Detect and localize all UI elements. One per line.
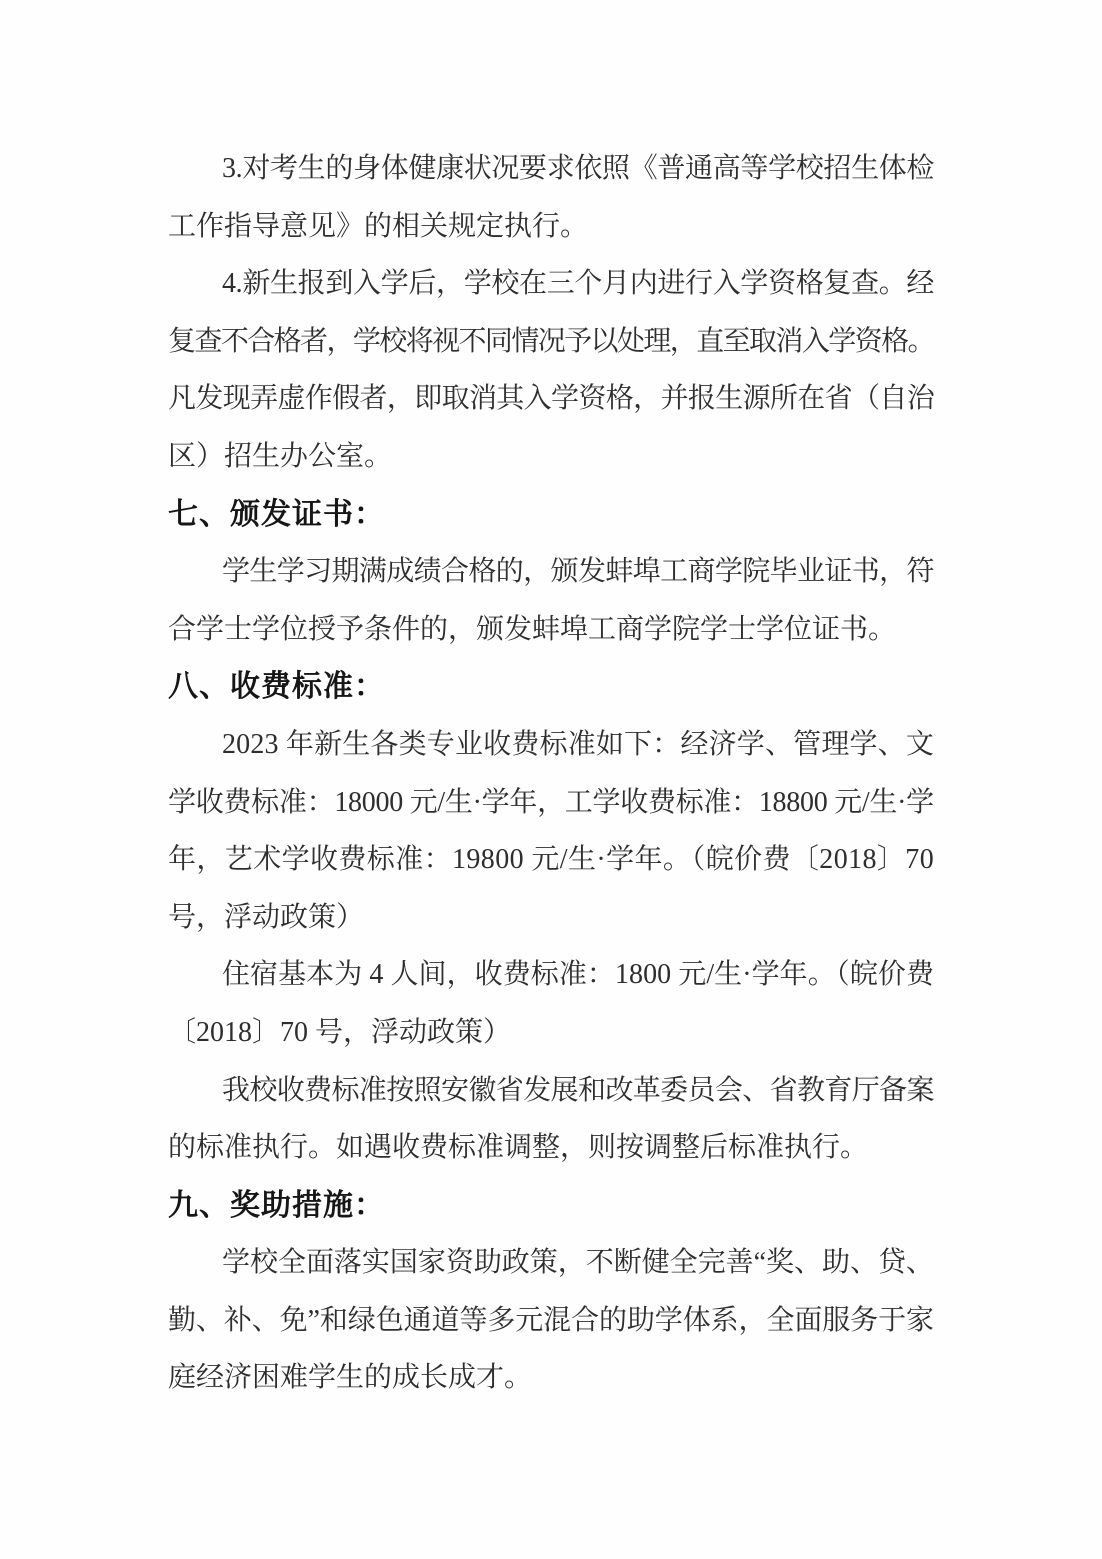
- document-line-text: 〔2018〕70 号，浮动政策）: [168, 1016, 512, 1048]
- section-heading-financial-aid: [168, 1177, 934, 1235]
- document-line-text: 区）招生办公室。: [168, 440, 393, 472]
- document-line: [168, 1292, 934, 1350]
- document-line: [168, 1004, 934, 1062]
- document-line-text: 学收费标准：18000 元/生·学年，工学收费标准：18800 元/生·学: [168, 786, 934, 818]
- document-line-text: 学生学习期满成绩合格的，颁发蚌埠工商学院毕业证书，符: [222, 556, 934, 588]
- section-heading-certificates: [168, 486, 934, 544]
- document-line-text: 学校全面落实国家资助政策，不断健全完善“奖、助、贷、: [222, 1247, 934, 1279]
- document-line: [168, 889, 934, 947]
- document-line-text: 住宿基本为 4 人间，收费标准：1800 元/生·学年。（皖价费: [222, 959, 935, 991]
- document-line: [168, 1119, 934, 1177]
- section-heading-text: 九、奖助措施：: [168, 1188, 385, 1222]
- section-heading-text: 八、收费标准：: [168, 670, 385, 704]
- document-line-text: 的标准执行。如遇收费标准调整，则按调整后标准执行。: [168, 1132, 869, 1164]
- document-line: [168, 1062, 934, 1120]
- document-line: [168, 1349, 934, 1407]
- document-line-text: 2023 年新生各类专业收费标准如下：经济学、管理学、文: [222, 728, 935, 760]
- document-line: [168, 831, 934, 889]
- section-heading-text: 七、颁发证书：: [168, 497, 385, 531]
- document-line-text: 勤、补、免”和绿色通道等多元混合的助学体系，全面服务于家: [168, 1304, 934, 1336]
- document-line: [168, 428, 934, 486]
- document-line: [168, 255, 934, 313]
- document-line: [168, 313, 934, 371]
- document-line-text: 号，浮动政策）: [168, 901, 365, 933]
- document-line-text: 3.对考生的身体健康状况要求依照《普通高等学校招生体检: [222, 153, 935, 184]
- document-line: [168, 716, 934, 774]
- document-line: [168, 198, 934, 256]
- document-line-text: 年，艺术学收费标准：19800 元/生·学年。（皖价费〔2018〕70: [168, 844, 935, 876]
- document-line: [168, 140, 934, 198]
- document-line-text: 凡发现弄虚作假者，即取消其入学资格，并报生源所在省（自治: [168, 383, 935, 415]
- document-line: [168, 1234, 934, 1292]
- document-line-text: 复查不合格者，学校将视不同情况予以处理，直至取消入学资格。: [168, 325, 934, 357]
- document-line: [168, 543, 934, 601]
- document-line: [168, 370, 934, 428]
- document-line: [168, 601, 934, 659]
- section-heading-fees: [168, 658, 934, 716]
- document-line: [168, 946, 934, 1004]
- document-line-text: 合学士学位授予条件的，颁发蚌埠工商学院学士学位证书。: [168, 613, 897, 645]
- document-line-text: 庭经济困难学生的成长成才。: [168, 1362, 533, 1394]
- document-line-text: 我校收费标准按照安徽省发展和改革委员会、省教育厅备案: [222, 1074, 934, 1106]
- document-line: [168, 774, 934, 832]
- document-line-text: 工作指导意见》的相关规定执行。: [168, 210, 589, 242]
- document-body: [168, 140, 934, 1407]
- document-line-text: 4.新生报到入学后，学校在三个月内进行入学资格复查。经: [222, 268, 935, 300]
